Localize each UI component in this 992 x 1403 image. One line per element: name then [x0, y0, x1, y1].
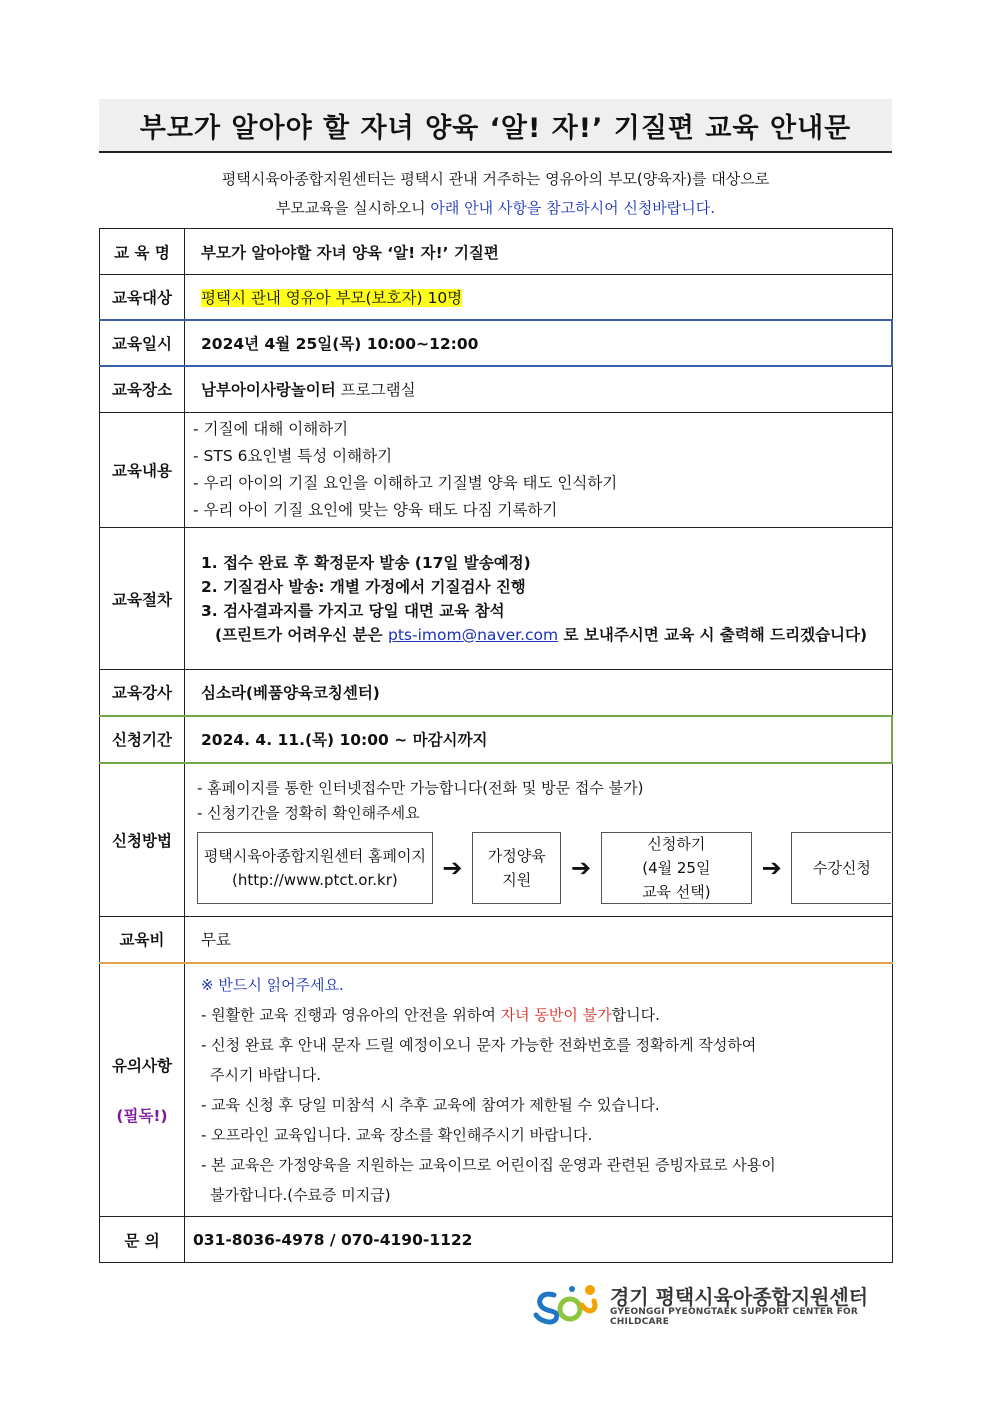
step-apply-l3: 교육 선택) [642, 882, 711, 901]
step-apply-l2: (4월 25일 [642, 858, 711, 877]
row-method [100, 763, 893, 917]
note-1-pre: - 원활한 교육 진행과 영유아의 안전을 위하여 [201, 1005, 501, 1024]
note-item: - 신청 완료 후 안내 문자 드릴 예정이오니 문자 가능한 전화번호를 정확하게 작성하여 [201, 1035, 757, 1054]
center-logo-mark-icon [532, 1281, 602, 1325]
row-place [100, 366, 893, 413]
row-period [100, 716, 893, 763]
label-method: 신청방법 [100, 763, 185, 917]
label-period: 신청기간 [100, 716, 185, 763]
intro-line-2 [99, 194, 892, 223]
step-apply-l1: 신청하기 [647, 834, 706, 853]
step-apply [601, 832, 752, 904]
value-target: 평택시 관내 영유아 부모(보호자) 10명 [201, 288, 463, 307]
content-item: - 우리 아이의 기질 요인을 이해하고 기질별 양육 태도 인식하기 [193, 474, 618, 492]
method-line: - 홈페이지를 통한 인터넷접수만 가능합니다(전화 및 방문 접수 불가) [197, 778, 644, 797]
method-line: - 신청기간을 정확히 확인해주세요 [197, 803, 420, 822]
value-place [185, 366, 893, 413]
label-target: 교육대상 [100, 275, 185, 320]
procedure-step: 1. 접수 완료 후 확정문자 발송 (17일 발송예정) [201, 553, 531, 572]
note-item: - 오프라인 교육입니다. 교육 장소를 확인해주시기 바랍니다. [201, 1125, 593, 1144]
center-logo-name-en: GYEONGGI PYEONGTAEK SUPPORT CENTER FOR CHILDCARE [610, 1307, 859, 1327]
label-instructor: 교육강사 [100, 670, 185, 716]
procedure-note-post: 로 보내주시면 교육 시 출력해 드리겠습니다) [558, 625, 868, 644]
note-item: - 본 교육은 가정양육을 지원하는 교육이므로 어린이집 운영과 관련된 증빙자료로 사용이 [201, 1155, 776, 1174]
value-contact: 031-8036-4978 / 070-4190-1122 [185, 1217, 893, 1263]
value-place-room: 프로그램실 [335, 381, 416, 400]
center-logo-name: 경기 평택시육아종합지원센터 [610, 1285, 869, 1309]
label-contact: 문 의 [100, 1217, 185, 1263]
value-method [185, 763, 893, 917]
row-name [100, 229, 893, 275]
arrow-right-icon: ➔ [571, 853, 592, 882]
intro-line-2-highlight: 아래 안내 사항을 참고하시어 신청바랍니다. [430, 199, 716, 217]
value-procedure [185, 528, 893, 670]
value-content [185, 413, 893, 528]
arrow-right-icon: ➔ [442, 853, 463, 882]
note-item-cont: 주시기 바랍니다. [210, 1065, 321, 1084]
method-steps [197, 832, 892, 904]
procedure-step: 3. 검사결과지를 가지고 당일 대면 교육 참석 [201, 601, 505, 620]
row-contact [100, 1217, 893, 1263]
note-item: - 교육 신청 후 당일 미참석 시 추후 교육에 참여가 제한될 수 있습니다. [201, 1095, 660, 1114]
value-fee: 무료 [185, 917, 893, 963]
label-procedure: 교육절차 [100, 528, 185, 670]
label-date: 교육일시 [100, 320, 185, 366]
label-place: 교육장소 [100, 366, 185, 413]
label-notes-must-read: (필독!) [116, 1106, 168, 1125]
procedure-note-pre: (프린트가 어려우신 분은 [215, 625, 389, 644]
procedure-note [201, 623, 876, 647]
note-item-cont: 불가합니다.(수료증 미지급) [210, 1185, 391, 1204]
content-item: - 우리 아이 기질 요인에 맞는 양육 태도 다짐 기록하기 [193, 501, 558, 519]
intro-line-1: 평택시육아종합지원센터는 평택시 관내 거주하는 영유아의 부모(양육자)를 대상으로 [221, 170, 770, 188]
step-homepage-url: (http://www.ptct.or.kr) [232, 870, 398, 889]
note-item [201, 1000, 886, 1030]
row-target [100, 275, 893, 320]
value-period: 2024. 4. 11.(목) 10:00 ~ 마감시까지 [185, 716, 893, 763]
value-place-name: 남부아이사랑놀이터 [201, 381, 336, 400]
procedure-step: 2. 기질검사 발송: 개별 가정에서 기질검사 진행 [201, 577, 526, 596]
row-procedure [100, 528, 893, 670]
value-date: 2024년 4월 25일(목) 10:00~12:00 [185, 320, 893, 366]
row-instructor [100, 670, 893, 716]
label-name: 교 육 명 [100, 229, 185, 275]
step-home-care-l2: 지원 [502, 870, 532, 889]
page-title: 부모가 알아야 할 자녀 양육 ‘알! 자!’ 기질편 교육 안내문 [99, 99, 892, 153]
note-1-post: 합니다. [611, 1005, 660, 1024]
content-item: - 기질에 대해 이해하기 [193, 420, 349, 438]
note-1-warning: 자녀 동반이 불가 [500, 1005, 612, 1024]
value-name: 부모가 알아야할 자녀 양육 ‘알! 자!’ 기질편 [185, 229, 893, 275]
row-fee [100, 917, 893, 963]
step-homepage [197, 832, 433, 904]
value-notes [185, 963, 893, 1217]
label-fee: 교육비 [100, 917, 185, 963]
row-notes [100, 963, 893, 1217]
email-link[interactable]: pts-imom@naver.com [388, 625, 559, 644]
step-home-care [472, 832, 561, 904]
info-table [99, 228, 893, 1263]
step-home-care-l1: 가정양육 [487, 846, 546, 865]
arrow-right-icon: ➔ [761, 853, 782, 882]
step-homepage-name: 평택시육아종합지원센터 홈페이지 [203, 846, 426, 865]
row-date [100, 320, 893, 366]
intro-text [99, 165, 892, 223]
value-instructor: 심소라(베품양육코칭센터) [185, 670, 893, 716]
content-item: - STS 6요인별 특성 이해하기 [193, 447, 393, 465]
label-notes-cell [100, 963, 185, 1217]
value-target-cell [185, 275, 893, 320]
intro-line-2-plain: 부모교육을 실시하오니 [275, 199, 431, 217]
row-content [100, 413, 893, 528]
notes-head: ※ 반드시 읽어주세요. [201, 975, 344, 994]
label-content: 교육내용 [100, 413, 185, 528]
label-notes: 유의사항 [112, 1056, 172, 1075]
step-register: 수강신청 [791, 832, 891, 904]
center-logo [532, 1281, 892, 1325]
